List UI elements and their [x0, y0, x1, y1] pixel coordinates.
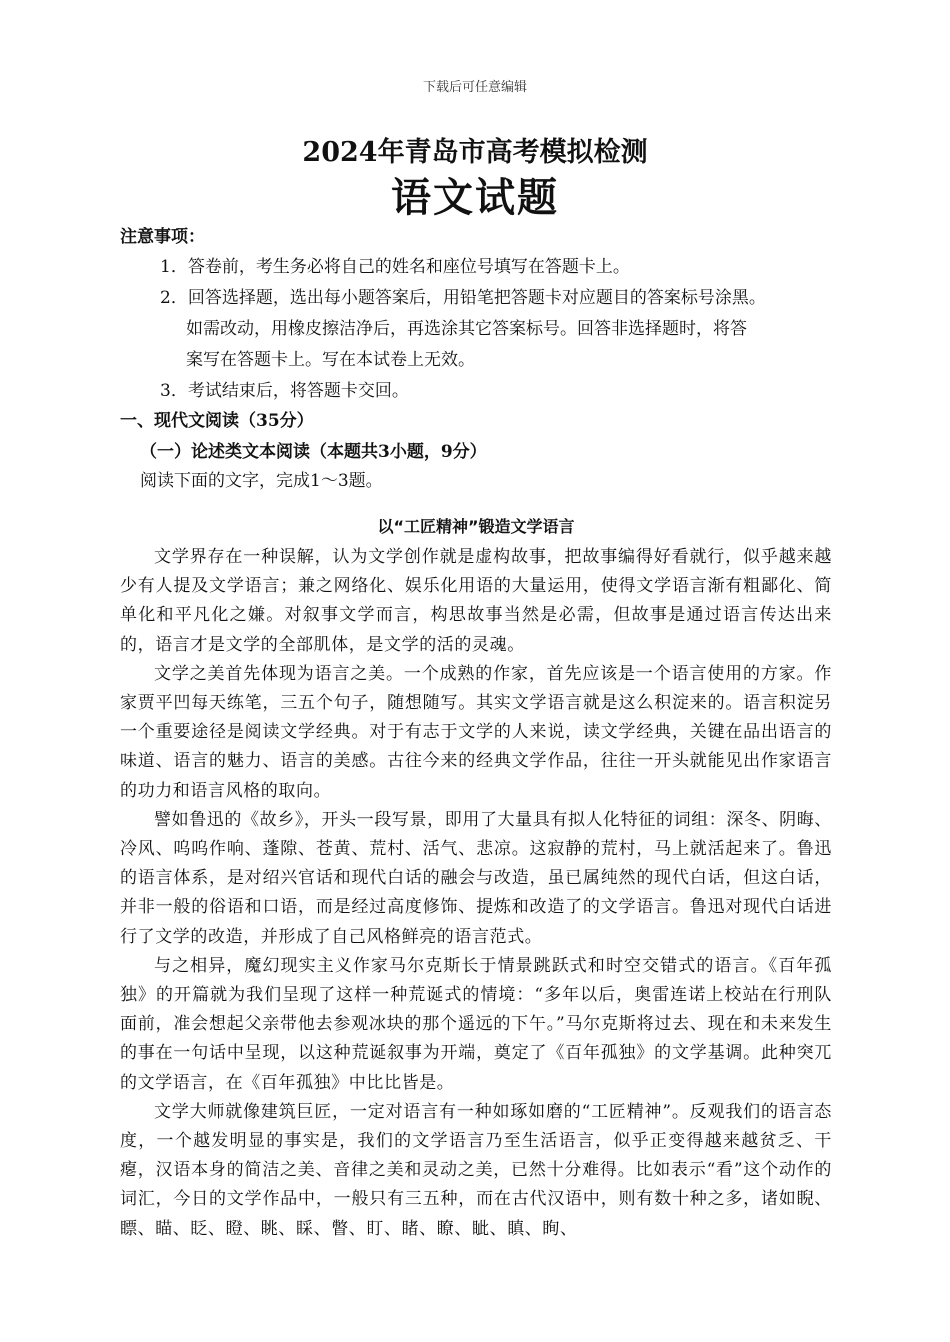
notice-item-2-line-2: 如需改动，用橡皮擦洁净后，再选涂其它答案标号。回答非选择题时，将答: [186, 319, 747, 339]
header-note: 下载后可任意编辑: [422, 80, 527, 95]
notice-item-2-line-3: 案写在答题卡上。写在本试卷上无效。: [186, 350, 475, 370]
article-paragraph: 与之相异，魔幻现实主义作家马尔克斯长于情景跳跃式和时空交错式的语言。《百年孤独》的开篇就为我们呈现了这样一种荒诞式的情境：“多年以后，奥雷连诺上校站在行刑队面前，准会想起父亲带他去参观冰块的那个遥远的下午。”马尔克斯将过去、现在和未来发生的事在一句话中呈现，以这种荒诞叙事为开端，奠定了《百年孤独》的文学基调。此种突兀的文学语言，在《百年孤独》中比比皆是。: [120, 955, 832, 1093]
article-paragraph: 文学界存在一种误解，认为文学创作就是虚构故事，把故事编得好看就行，似乎越来越少有人提及文学语言；兼之网络化、娱乐化用语的大量运用，使得文学语言渐有粗鄙化、简单化和平凡化之嫌。对叙事文学而言，构思故事当然是必需，但故事是通过语言传达出来的，语言才是文学的全部肌体，是文学的活的灵魂。: [120, 547, 832, 655]
notice-item-2-continuation: [160, 314, 840, 345]
notice-heading: 注意事项：: [120, 227, 205, 247]
article-title: 以“工匠精神”锻造文学语言: [377, 517, 575, 536]
article-paragraph: 文学大师就像建筑巨匠，一定对语言有一种如琢如磨的“工匠精神”。反观我们的语言态度，一个越发明显的事实是，我们的文学语言乃至生活语言，似乎正变得越来越贫乏、干瘪，汉语本身的简洁之美、音律之美和灵动之美，已然十分难得。比如表示“看”这个动作的词汇，今日的文学作品中，一般只有三五种，而在古代汉语中，则有数十种之多，诸如睨、瞟、瞄、眨、瞪、眺、睬、瞥、盯、睹、瞭、眦、瞋、眴、: [120, 1101, 832, 1239]
reading-instruction: 阅读下面的文字，完成1～3题。: [140, 471, 383, 491]
article-paragraph: 文学之美首先体现为语言之美。一个成熟的作家，首先应该是一个语言使用的方家。作家贾平凹每天练笔，三五个句子，随想随写。其实文学语言就是这么积淀来的。语言积淀另一个重要途径是阅读文学经典。对于有志于文学的人来说，读文学经典，关键在品出语言的味道、语言的魅力、语言的美感。古往今来的经典文学作品，往往一开头就能见出作家语言的功力和语言风格的取向。: [120, 663, 832, 801]
notice-section: [120, 222, 840, 407]
section-heading: 一、现代文阅读（35分）: [120, 411, 314, 431]
article: [120, 515, 832, 1244]
subsection-heading: （一）论述类文本阅读（本题共3小题，9分）: [140, 442, 487, 462]
exam-title: 2024年青岛市高考模拟检测: [302, 137, 648, 168]
notice-item-1: 1．答卷前，考生务必将自己的姓名和座位号填写在答题卡上。: [160, 257, 630, 277]
notice-item-2-continuation: [160, 345, 840, 376]
subject-title: 语文试题: [391, 174, 559, 221]
notice-item-2: 2．回答选择题，选出每小题答案后，用铅笔把答题卡对应题目的答案标号涂黑。: [160, 288, 766, 308]
notice-item-3: 3．考试结束后，将答题卡交回。: [160, 381, 409, 401]
article-paragraph: 譬如鲁迅的《故乡》，开头一段写景，即用了大量具有拟人化特征的词组：深冬、阴晦、冷风、呜呜作响、蓬隙、苍黄、荒村、活气、悲凉。这寂静的荒村，马上就活起来了。鲁迅的语言体系，是对绍兴官话和现代白话的融会与改造，虽已属纯然的现代白话，但这白话，并非一般的俗语和口语，而是经过高度修饰、提炼和改造了的文学语言。鲁迅对现代白话进行了文学的改造，并形成了自己风格鲜亮的语言范式。: [120, 809, 832, 947]
